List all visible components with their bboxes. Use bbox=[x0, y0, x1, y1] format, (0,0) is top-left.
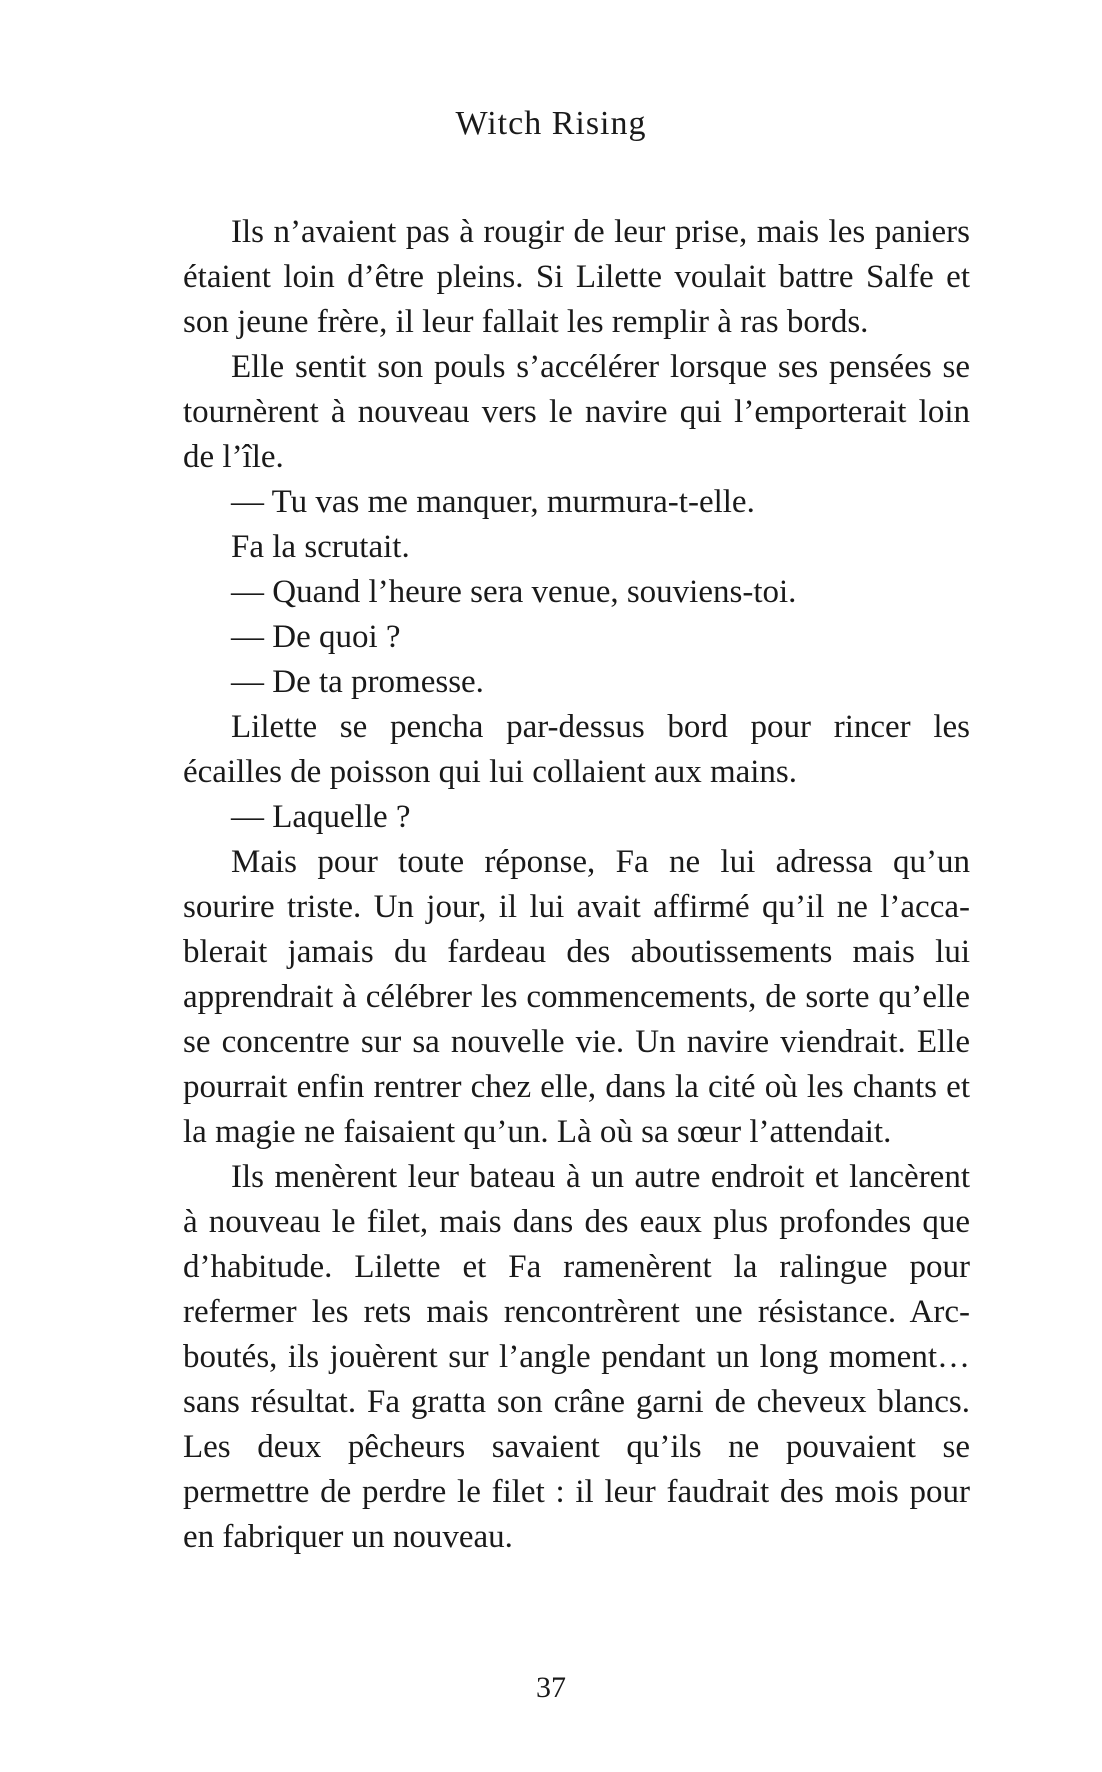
dialogue-line: — De quoi ? bbox=[231, 619, 401, 655]
running-head: Witch Rising bbox=[455, 105, 647, 142]
paragraph: Lilette se pencha par-dessus bord pour rincer les écailles de poisson qui lui collaient aux mains. bbox=[183, 709, 970, 790]
body-text bbox=[183, 210, 970, 1560]
dialogue-line: — De ta promesse. bbox=[231, 664, 484, 700]
paragraph: Elle sentit son pouls s’accélérer lorsque ses pensées se tournèrent à nouveau vers le navire qui l’emporterait loin de l’île. bbox=[183, 349, 970, 475]
dialogue-line: — Tu vas me manquer, murmura-t-elle. bbox=[231, 484, 755, 520]
paragraph: Ils menèrent leur bateau à un autre endroit et lancèrent à nouveau le filet, mais dans des eaux plus profondes que d’habitude. Lilette et Fa ramenèrent la ralingue pour refermer les rets mais rencontrèrent une résistance. Arc-boutés, ils jouèrent sur l’angle pendant un long moment… sans résultat. Fa gratta son crâne garni de cheveux blancs. Les deux pêcheurs savaient qu’ils ne pouvaient se permettre de perdre le filet : il leur faudrait des mois pour en fabriquer un nouveau. bbox=[183, 1159, 970, 1555]
paragraph: Ils n’avaient pas à rougir de leur prise, mais les paniers étaient loin d’être pleins. Si Lilette voulait battre Salfe et son jeune frère, il leur fallait les remplir à ras bords. bbox=[183, 214, 970, 340]
page-number: 37 bbox=[536, 1671, 566, 1704]
paragraph: Fa la scrutait. bbox=[231, 529, 410, 565]
paragraph: Mais pour toute réponse, Fa ne lui adressa qu’un sourire triste. Un jour, il lui avait affirmé qu’il ne l’accablerait jamais du fardeau des aboutissements mais lui apprendrait à célébrer les commencements, de sorte qu’elle se concentre sur sa nouvelle vie. Un navire viendrait. Elle pourrait enfin rentrer chez elle, dans la cité où les chants et la magie ne faisaient qu’un. Là où sa sœur l’attendait. bbox=[183, 844, 970, 1150]
dialogue-line: — Laquelle ? bbox=[231, 799, 411, 835]
dialogue-line: — Quand l’heure sera venue, souviens-toi. bbox=[231, 574, 797, 610]
